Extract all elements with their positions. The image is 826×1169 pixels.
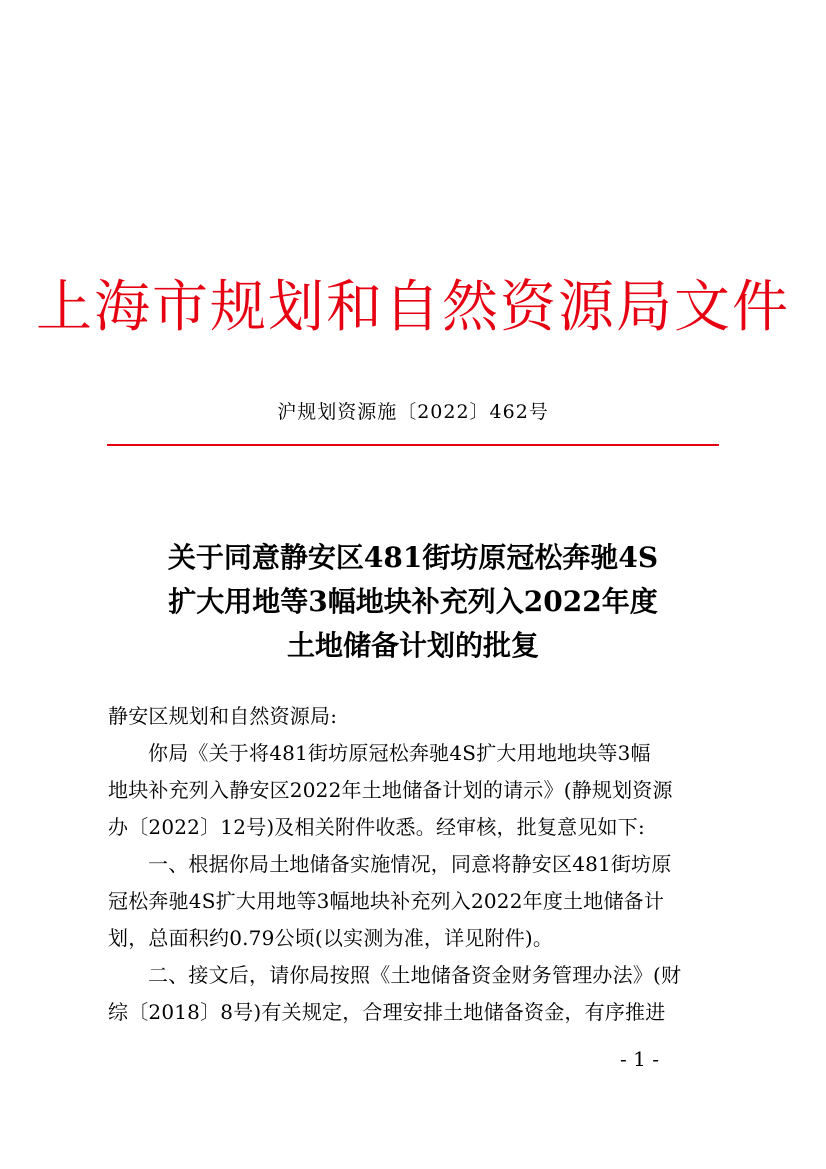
title-line-2: 扩大用地等3幅地块补充列入2022年度 xyxy=(168,585,658,618)
title-line-1: 关于同意静安区481街坊原冠松奔驰4S xyxy=(167,541,659,574)
page-number: - 1 - xyxy=(620,1047,659,1071)
document-number: 沪规划资源施〔2022〕462号 xyxy=(277,401,549,423)
title-line-3: 土地储备计划的批复 xyxy=(286,629,539,662)
body-line: 综〔2018〕8号)有关规定，合理安排土地储备资金，有序推进 xyxy=(108,1000,666,1024)
body-line: 你局《关于将481街坊原冠松奔驰4S扩大用地地块等3幅 xyxy=(148,741,651,765)
body-line: 划，总面积约0.79公顷(以实测为准，详见附件)。 xyxy=(108,926,554,950)
document-body xyxy=(108,698,718,1031)
body-line: 地块补充列入静安区2022年土地储备计划的请示》(静规划资源 xyxy=(108,778,673,802)
body-line: 办〔2022〕12号)及相关附件收悉。经审核，批复意见如下: xyxy=(108,815,645,839)
addressee: 静安区规划和自然资源局: xyxy=(108,704,338,728)
document-title xyxy=(0,536,826,668)
body-line: 一、根据你局土地储备实施情况，同意将静安区481街坊原 xyxy=(148,852,672,876)
masthead-title: 上海市规划和自然资源局文件 xyxy=(36,275,790,340)
body-line: 二、接文后，请你局按照《土地储备资金财务管理办法》(财 xyxy=(148,963,682,987)
body-line: 冠松奔驰4S扩大用地等3幅地块补充列入2022年度土地储备计 xyxy=(108,889,665,913)
red-divider-line xyxy=(107,444,719,446)
